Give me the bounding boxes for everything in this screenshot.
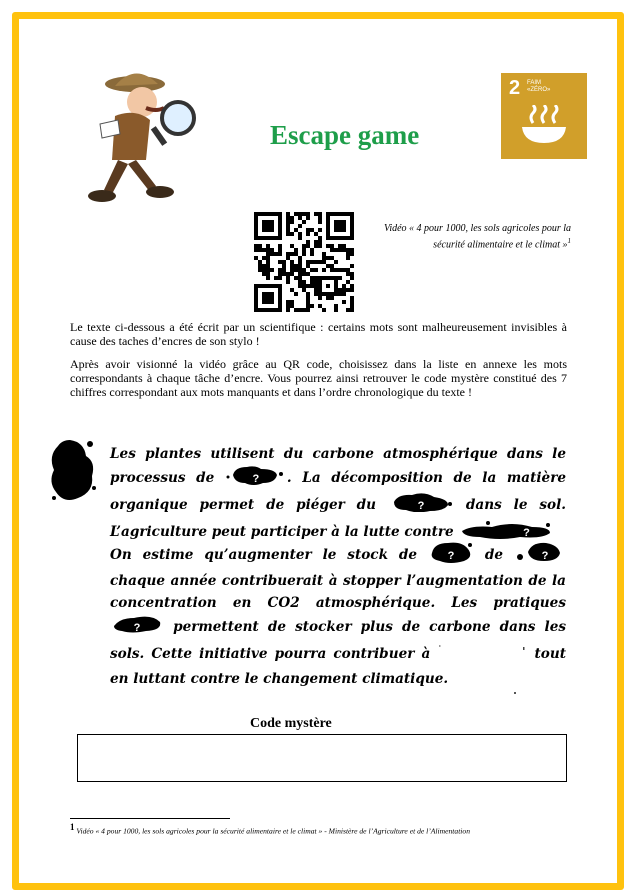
- sdg-number: 2: [509, 77, 521, 99]
- sdg-label: FAIM «ZÉRO»: [527, 80, 551, 93]
- blank-word-gap: [437, 641, 527, 668]
- ink-blot-6: ?: [110, 614, 164, 641]
- qr-code[interactable]: [254, 212, 354, 312]
- text-paragraph-1: Les plantes utilisent du carbone atmosphérique dans le processus de ? . La décomposition de la matière organique permet de piéger du ? dans le sol. L’agriculture peut participer à la lutte contre ?: [110, 443, 566, 546]
- text-paragraph-2: On estime qu’augmenter le stock de ? de ? chaque année contribuerait à stopper l’augmentation de la concentration en CO2 atmosphérique. Les pratiques ? permettent de stocker plus de carbone dans les sols. Cette initiative pourra contribuer à tout en luttant contre le changement climatique.: [110, 541, 566, 690]
- ink-blot-1: ?: [225, 465, 287, 492]
- intro-paragraph-1: Le texte ci-dessous a été écrit par un scientifique : certains mots sont malheureusement invisibles à cause des taches d’encres de son stylo !: [70, 320, 567, 348]
- ink-blot-5: ?: [514, 541, 566, 570]
- ink-blot-3: ?: [458, 519, 554, 546]
- video-caption: Vidéo « 4 pour 1000, les sols agricoles pour la sécurité alimentaire et le climat »$^1$: [383, 223, 571, 251]
- intro-paragraph-2: Après avoir visionné la vidéo grâce au QR code, choisissez dans la liste en annexe les mots correspondants à chaque tâche d’encre. Vous pourrez ainsi retrouver le code mystère constitué des 7 chiffres correspondant aux mots manquants et dans l’ordre chronologique du texte !: [70, 357, 567, 399]
- code-mystere-input-box[interactable]: [77, 734, 567, 782]
- stray-ink-dot: [514, 692, 516, 694]
- ink-blot-4: ?: [428, 541, 474, 570]
- detective-illustration: [80, 68, 200, 208]
- bowl-icon: [519, 105, 569, 145]
- page-title: Escape game: [270, 120, 420, 150]
- ink-blot-2: ?: [388, 492, 454, 519]
- sdg-2-badge: [501, 73, 587, 159]
- footnote-rule: [70, 818, 230, 819]
- footnote: 1 Vidéo « 4 pour 1000, les sols agricoles pour la sécurité alimentaire et le climat » - Ministère de l’Agriculture et de l’Alimentation: [70, 822, 471, 836]
- code-mystere-label: Code mystère: [250, 716, 332, 731]
- large-ink-blot: [48, 436, 98, 506]
